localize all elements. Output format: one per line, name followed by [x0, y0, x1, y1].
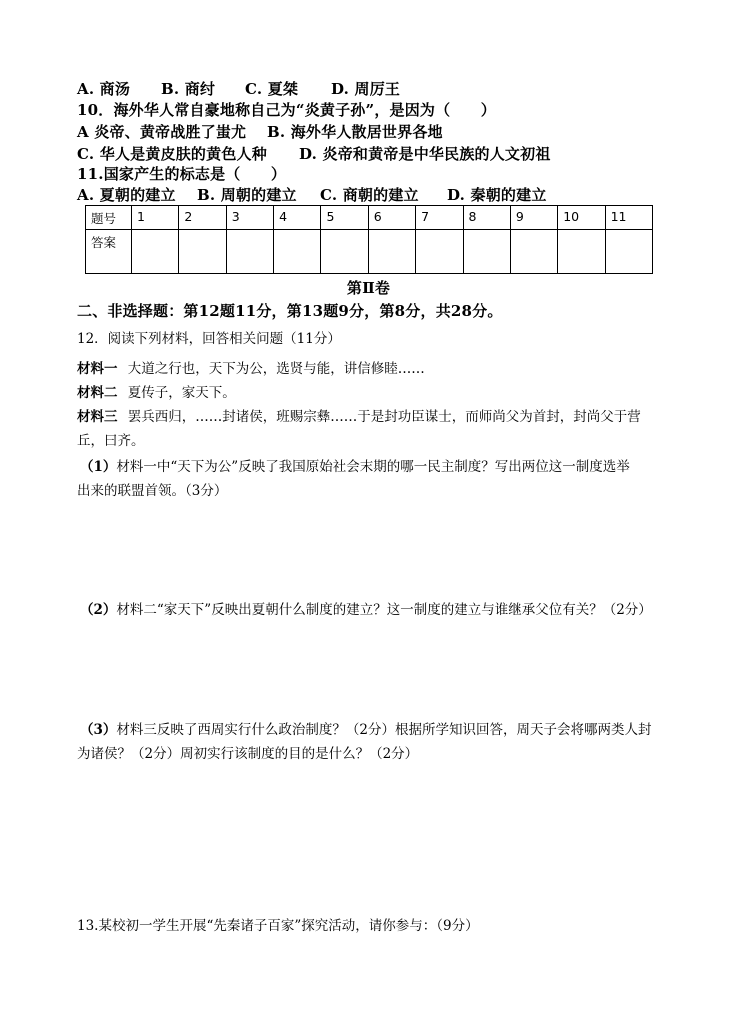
q9-options	[77, 78, 400, 99]
question-number-cell: 5	[321, 206, 368, 230]
sub-question-3	[80, 718, 652, 738]
material-3-cont: 丘，曰齐。	[77, 433, 145, 449]
answer-cell[interactable]	[558, 230, 605, 274]
question-number-cell: 3	[226, 206, 273, 230]
section-heading: 二、非选择题：第12题11分，第13题9分，第8分，共28分。	[77, 302, 503, 320]
q10-stem: 10．海外华人常自豪地称自己为“炎黄子孙”，是因为（ ）	[77, 101, 496, 119]
answer-cell[interactable]	[179, 230, 226, 274]
material-1-text: 大道之行也，天下为公，选贤与能，讲信修睦……	[127, 361, 425, 377]
answer-cell[interactable]	[132, 230, 179, 274]
q11-option-b: B. 周朝的建立	[197, 186, 297, 204]
sub-question-1-cont: 出来的联盟首领。（3分）	[77, 483, 228, 499]
q10-option-c: C. 华人是黄皮肤的黄色人种	[77, 145, 267, 163]
sub-question-2	[80, 598, 652, 618]
question-number-cell: 9	[510, 206, 557, 230]
q10-option-a: A 炎帝、黄帝战胜了蚩尤	[77, 123, 247, 141]
q11-option-a: A. 夏朝的建立	[77, 186, 176, 204]
question-number-cell: 1	[132, 206, 179, 230]
answer-cell[interactable]	[226, 230, 273, 274]
answer-cell[interactable]	[605, 230, 652, 274]
answer-table	[85, 205, 653, 274]
sub-question-1	[80, 455, 630, 475]
material-3-label: 材料三	[77, 409, 118, 425]
q11-stem: 11.国家产生的标志是（ ）	[77, 165, 287, 183]
sub-question-2-text: 材料二“家天下”反映出夏朝什么制度的建立？这一制度的建立与谁继承父位有关？（2分）	[116, 602, 652, 618]
answer-table-answer-row	[86, 230, 653, 274]
answer-cell[interactable]	[416, 230, 463, 274]
q10-option-b: B. 海外华人散居世界各地	[267, 123, 443, 141]
material-3-text: 罢兵西归，……封诸侯，班赐宗彝……于是封功臣谋士，而师尚父为首封，封尚父于营	[127, 409, 641, 425]
question-number-cell: 10	[558, 206, 605, 230]
question-number-cell: 7	[416, 206, 463, 230]
answer-table-header-row	[86, 206, 653, 230]
answer-cell[interactable]	[510, 230, 557, 274]
material-1	[77, 357, 425, 377]
q10-options-cd	[77, 143, 551, 164]
sub-question-1-number: （1）	[80, 459, 117, 475]
answer-cell[interactable]	[321, 230, 368, 274]
q12-stem: 12．阅读下列材料，回答相关问题（11分）	[77, 331, 341, 347]
sub-question-3-cont: 为诸侯？（2分）周初实行该制度的目的是什么？（2分）	[77, 746, 419, 762]
sub-question-2-number: （2）	[80, 602, 117, 618]
q13-stem: 13.某校初一学生开展“先秦诸子百家”探究活动，请你参与：（9分）	[77, 918, 479, 934]
sub-question-3-text: 材料三反映了西周实行什么政治制度？（2分）根据所学知识回答，周天子会将哪两类人封	[116, 722, 652, 738]
q11-option-d: D. 秦朝的建立	[447, 186, 547, 204]
question-number-cell: 11	[605, 206, 652, 230]
q9-option-b: B. 商纣	[161, 80, 216, 98]
q9-option-d: D. 周厉王	[331, 80, 401, 98]
question-number-cell: 2	[179, 206, 226, 230]
material-1-label: 材料一	[77, 361, 118, 377]
q10-options-ab	[77, 121, 443, 142]
q11-option-c: C. 商朝的建立	[320, 186, 419, 204]
question-number-cell: 6	[368, 206, 415, 230]
q9-option-c: C. 夏桀	[245, 80, 299, 98]
material-2-label: 材料二	[77, 385, 118, 401]
question-number-cell: 8	[463, 206, 510, 230]
sub-question-3-number: （3）	[80, 722, 117, 738]
question-number-cell: 4	[274, 206, 321, 230]
q11-options	[77, 184, 547, 205]
answer-label: 答案	[86, 230, 132, 274]
section-title: 第Ⅱ卷	[346, 279, 391, 297]
answer-cell[interactable]	[463, 230, 510, 274]
material-3	[77, 405, 641, 425]
q9-option-a: A. 商汤	[77, 80, 131, 98]
q10-option-d: D. 炎帝和黄帝是中华民族的人文初祖	[299, 145, 551, 163]
answer-cell[interactable]	[274, 230, 321, 274]
answer-cell[interactable]	[368, 230, 415, 274]
question-number-label: 题号	[86, 206, 132, 230]
sub-question-1-text: 材料一中“天下为公”反映了我国原始社会末期的哪一民主制度？写出两位这一制度选举	[116, 459, 630, 475]
material-2-text: 夏传子，家天下。	[127, 385, 236, 401]
material-2	[77, 381, 236, 401]
